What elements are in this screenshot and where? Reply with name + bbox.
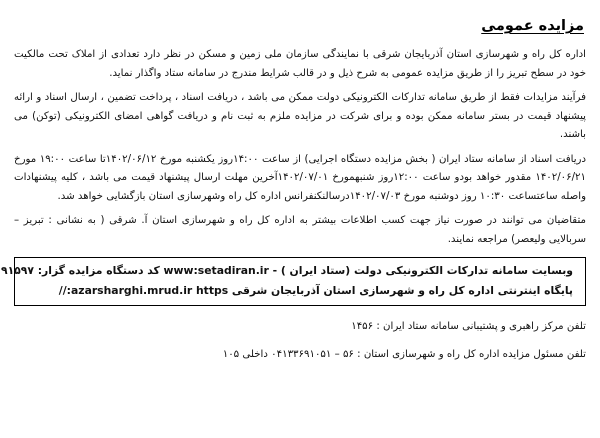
websites-box <box>1 257 586 306</box>
auction-officer-phone-line: تلفن مسئول مزایده اداره کل راه و شهرسازی استان : ۵۶ – ۰۴۱۳۳۶۹۱۰۵۱ داخلی ۱۰۵ <box>222 349 586 360</box>
info-paragraph: متقاضیان می توانند در صورت نیاز جهت کسب اطلاعات بیشتر به اداره کل راه و شهرسازی استان آ. شرقی ( به نشانی : تبریز – سربالایی ولیعصر) مراجعه نمایند. <box>14 215 586 245</box>
office-website-line: پایگاه اینترنتی اداره کل راه و شهرسازی استان آذربایجان شرقی azarsharghi.mrud.ir https:// <box>58 284 573 297</box>
process-paragraph: فرآیند مزایدات فقط از طریق سامانه تدارکات الکترونیکی دولت ممکن می باشد ، دریافت اسناد ، پرداخت تضمین ، ارسال اسناد و ارائه پیشنهاد قیمت در بستر سامانه ممکن بوده و برای شرکت در مزایده ملزم به ثبت نام و دریافت گواهی امضای الکترونیکی (توکن) می باشند. <box>14 92 586 140</box>
schedule-paragraph: دریافت اسناد از سامانه ستاد ایران ( بخش مزایده دستگاه اجرایی) از ساعت ۱۴:۰۰روز یکشنبه مورخ ۱۴۰۲/۰۶/۱۲تا ساعت ۱۹:۰۰ مورخ ۱۴۰۲/۰۶/۲۱ مقدور خواهد بودو ساعت ۱۲:۰۰روز شنبهمورخ ۱۴۰۲/۰۷/۰۱آخرین مهلت ارسال پیشنهاد قیمت می باشد ، کلیه پیشنهادات واصله ساعتساعت ۱۰:۳۰ روز دوشنبه مورخ ۱۴۰۲/۰۷/۰۳درسالنکنفرانس اداره کل راه وشهرسازی استان بازگشایی خواهد شد. <box>14 153 586 202</box>
notice-title: مزایده عمومی <box>481 18 584 34</box>
support-phone-line: تلفن مرکز راهبری و پشتیبانی سامانه ستاد ایران : ۱۴۵۶ <box>351 321 586 332</box>
intro-paragraph: اداره کل راه و شهرسازی استان آذربایجان شرقی با نمایندگی سازمان ملی زمین و مسکن در نظر دارد تعدادی از املاک تحت مالکیت خود در سطح تبریز را از طریق مزایده عمومی به شرح ذیل و در قالب شرایط مندرج در سامانه ستاد واگذار نماید. <box>14 49 586 79</box>
setad-website-line: وبسایت سامانه تدارکات الکترونیکی دولت (ستاد ایران ) - www:setadiran.ir کد دستگاه مزایده گزار: ۹۱۵۹۷ <box>1 264 573 277</box>
